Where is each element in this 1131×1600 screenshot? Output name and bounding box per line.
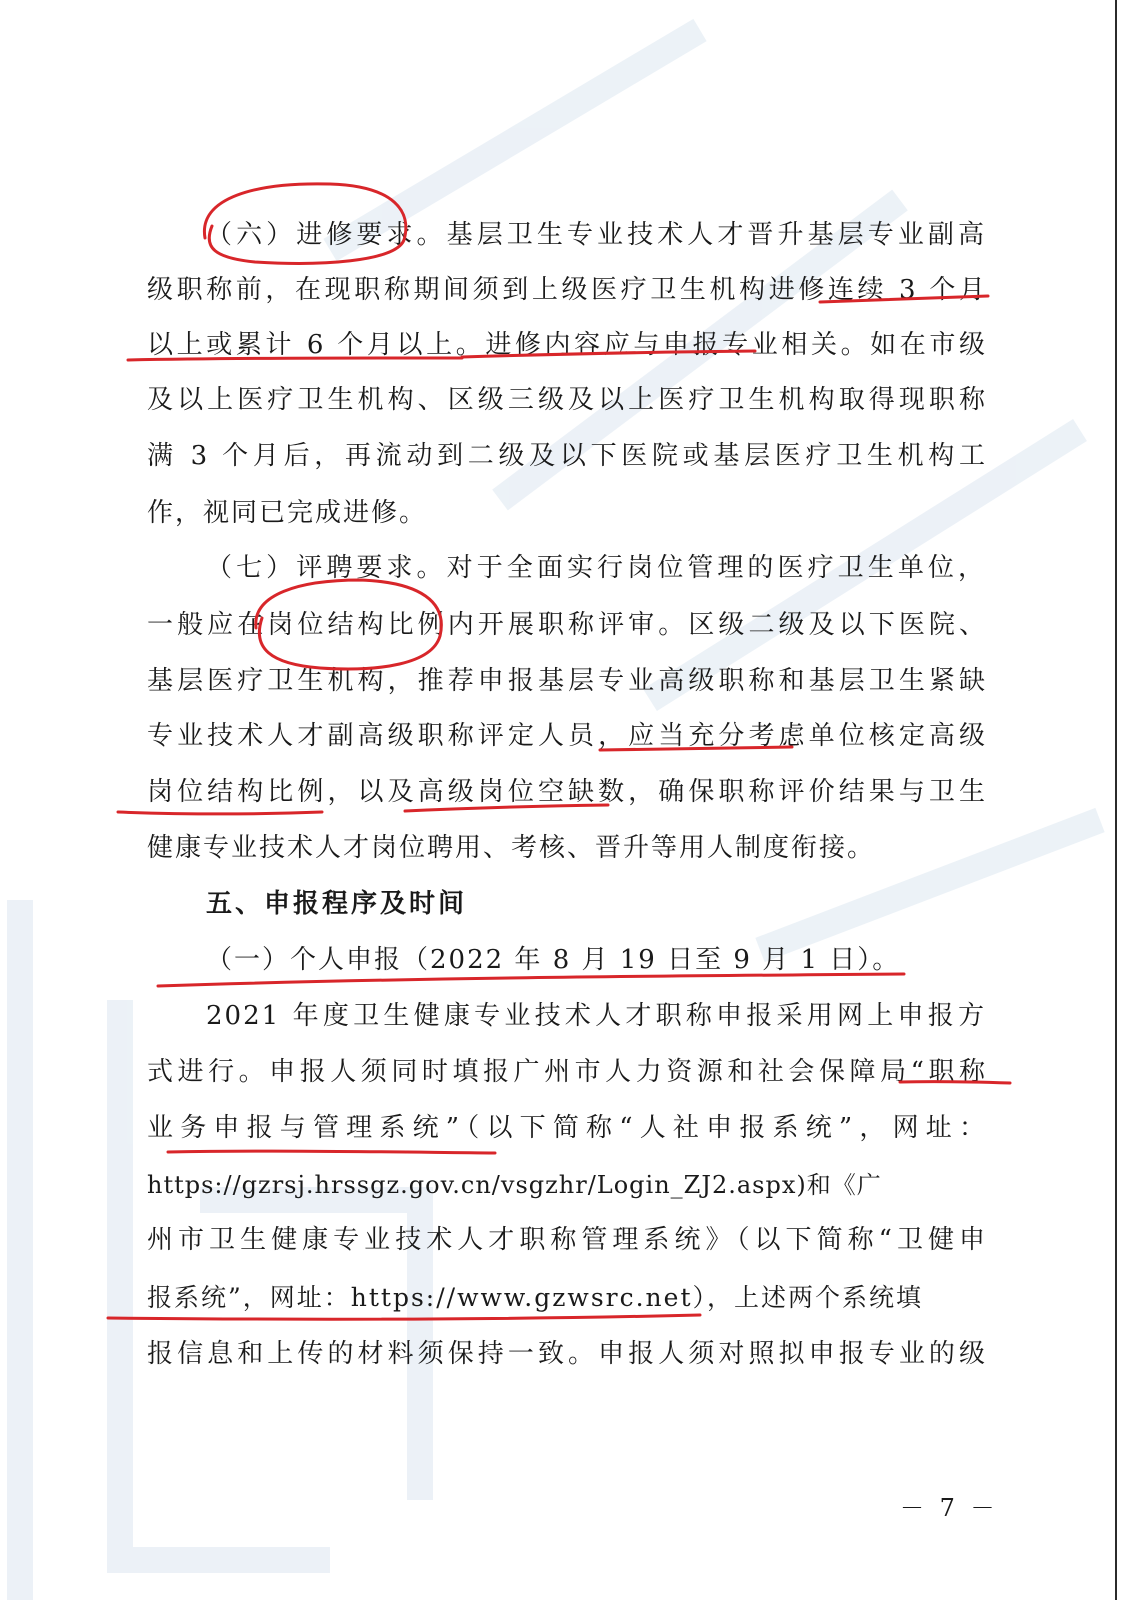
text-line: 报信息和上传的材料须保持一致。申报人须对照拟申报专业的级 (147, 1339, 987, 1369)
text-line: 作，视同已完成进修。 (147, 498, 428, 528)
page-number: － 7 － (900, 1494, 999, 1522)
text-line: 及以上医疗卫生机构、区级三级及以上医疗卫生机构取得现职称 (147, 385, 987, 415)
text-line: 业务申报与管理系统”（以下简称“人社申报系统”，网址： (147, 1113, 987, 1143)
text-line: 以上或累计 6 个月以上。进修内容应与申报专业相关。如在市级 (147, 330, 987, 360)
text-line: 2021 年度卫生健康专业技术人才职称申报采用网上申报方 (206, 1001, 986, 1031)
text-line: 报系统”，网址：https://www.gzwsrc.net），上述两个系统填 (147, 1283, 923, 1312)
text-line: 州市卫生健康专业技术人才职称管理系统》（以下简称“卫健申 (147, 1225, 987, 1255)
section-heading: 五、申报程序及时间 (206, 889, 468, 919)
text-line: （七）评聘要求。对于全面实行岗位管理的医疗卫生单位， (206, 553, 986, 583)
underline-mark (168, 1151, 495, 1153)
text-line: 级职称前，在现职称期间须到上级医疗卫生机构进修连续 3 个月 (147, 275, 987, 305)
text-line: 专业技术人才副高级职称评定人员，应当充分考虑单位核定高级 (147, 721, 987, 751)
text-line: 一般应在岗位结构比例内开展职称评审。区级二级及以下医院、 (147, 610, 987, 640)
url-line: https://gzrsj.hrssgz.gov.cn/vsgzhr/Login_ZJ2.aspx)和《广 (147, 1171, 882, 1199)
text-line: 满 3 个月后，再流动到二级及以下医院或基层医疗卫生机构工 (147, 441, 987, 471)
underline-mark (118, 812, 322, 814)
subsection-heading: （一）个人申报（2022 年 8 月 19 日至 9 月 1 日）。 (206, 945, 901, 975)
text-line: 岗位结构比例，以及高级岗位空缺数，确保职称评价结果与卫生 (147, 777, 987, 807)
text-line: 健康专业技术人才岗位聘用、考核、晋升等用人制度衔接。 (147, 833, 876, 863)
text-line: 式进行。申报人须同时填报广州市人力资源和社会保障局“职称 (147, 1057, 987, 1087)
text-line: 基层医疗卫生机构，推荐申报基层专业高级职称和基层卫生紧缺 (147, 666, 987, 696)
page-edge (1115, 0, 1117, 1600)
text-line: （六）进修要求。基层卫生专业技术人才晋升基层专业副高 (206, 220, 986, 250)
